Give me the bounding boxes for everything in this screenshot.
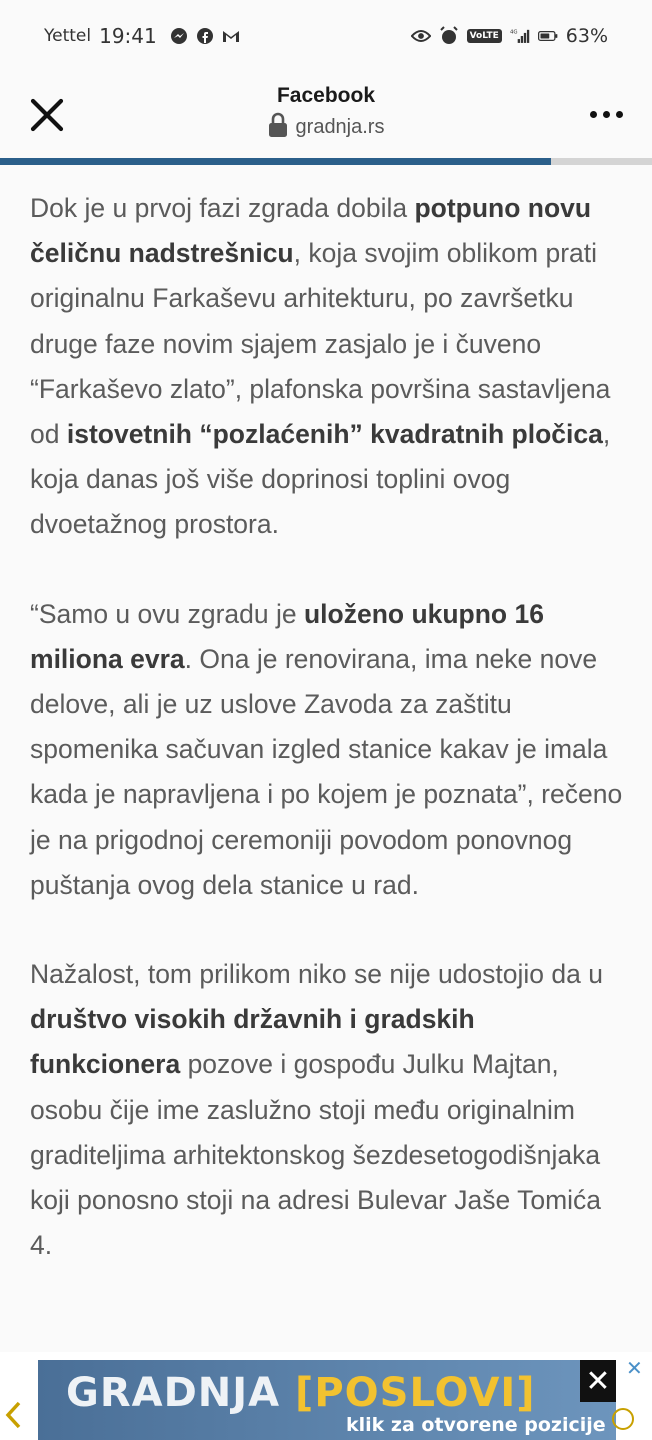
url-row[interactable]: [0, 112, 652, 142]
carrier-label: Yettel: [44, 26, 92, 46]
menu-dot: [603, 111, 610, 118]
battery-percent: 63%: [565, 25, 608, 47]
ad-info-icon[interactable]: [612, 1408, 634, 1430]
more-vert-icon[interactable]: [586, 98, 626, 130]
gmail-icon: [221, 26, 241, 46]
article-paragraph: [30, 186, 630, 548]
text-run: . Ona je renovirana, ima neke nove delove, ali je uz uslove Zavoda za zaštitu spomenika sačuvan izgled stanice kakav je imala kada je napravljena i po kojem je poznata”, rečeno je na prigodnoj ceremoniji povodom ponovnog puštanja ovog dela stanice u rad.: [30, 643, 623, 900]
ad-banner[interactable]: [0, 1352, 652, 1440]
text-run: , koja svojim oblikom prati originalnu Farkaševu arhitekturu, po završetku druge faze novim sjajem zasjalo je i čuveno “Farkaševo zlato”, plafonska površina sastavljena od: [30, 238, 611, 450]
ad-brand: [66, 1370, 536, 1416]
volte-badge: VoLTE: [467, 29, 502, 43]
text-run: Dok je u prvoj fazi zgrada dobila: [30, 193, 415, 223]
article-paragraph: [30, 592, 630, 908]
clock: 19:41: [99, 24, 157, 48]
alarm-icon: [439, 26, 459, 46]
article-paragraph: [30, 952, 630, 1268]
menu-dot: [616, 111, 623, 118]
signal-icon: [510, 26, 530, 46]
page-load-progress: [0, 158, 652, 165]
text-run: pozove i gospođu Julku Majtan, osobu čije ime zaslužno stoji među originalnim graditeljima arhitektonskog šezdesetogodišnjaka koji ponosno stoji na adresi Bulevar Jaše Tomića 4.: [30, 1049, 602, 1261]
messenger-icon: [169, 26, 189, 46]
eye-icon: [411, 26, 431, 46]
bold-text-run: istovetnih “pozlaćenih” kvadratnih pločica: [66, 419, 603, 450]
bold-text-run: potpuno novu čeličnu nadstrešnicu: [30, 193, 592, 269]
url-text: gradnja.rs: [295, 115, 385, 138]
browser-toolbar: [0, 72, 652, 160]
title-block: [0, 84, 652, 142]
status-right: [411, 25, 608, 47]
text-run: Nažalost, tom prilikom niko se nije udostojio da u: [30, 959, 603, 990]
ad-subtitle: klik za otvorene pozicije: [346, 1414, 606, 1436]
notification-icons: [169, 26, 241, 46]
bold-text-run: društvo visokih državnih i gradskih funkcionera: [30, 1004, 475, 1080]
battery-icon: [538, 26, 558, 46]
facebook-icon: [195, 26, 215, 46]
lock-icon: [268, 112, 288, 142]
adchoices-icon[interactable]: ✕: [626, 1356, 643, 1380]
progress-fill: [0, 158, 551, 165]
ad-brand-main: GRADNJA: [66, 1370, 296, 1416]
chevron-left-icon[interactable]: [4, 1400, 24, 1437]
ad-close-button[interactable]: ✕: [580, 1360, 616, 1402]
svg-text:4G: 4G: [509, 29, 518, 36]
text-run: “Samo u ovu zgradu je: [30, 598, 304, 629]
page-title: Facebook: [276, 84, 376, 107]
status-left: [44, 24, 241, 48]
text-run: , koja danas još više doprinosi toplini ovog dvoetažnog prostora.: [30, 419, 611, 540]
article-body: [30, 186, 630, 1312]
ad-image[interactable]: [38, 1360, 616, 1440]
bold-text-run: uloženo ukupno 16 miliona evra: [30, 598, 544, 674]
status-bar: [0, 0, 652, 72]
menu-dot: [590, 111, 597, 118]
ad-brand-accent: [POSLOVI]: [295, 1370, 536, 1416]
